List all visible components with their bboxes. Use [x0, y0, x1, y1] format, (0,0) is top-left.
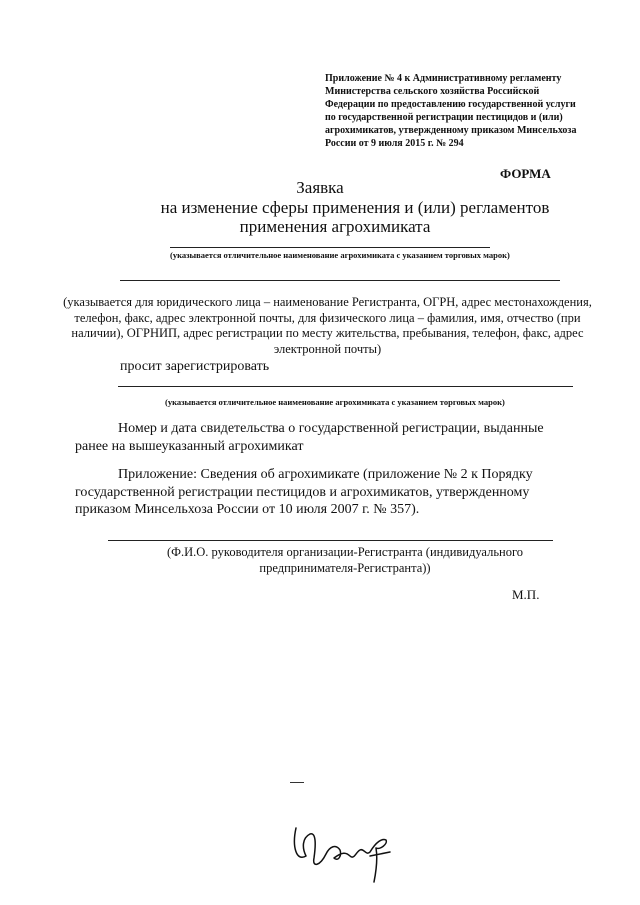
applicant-line — [120, 280, 560, 281]
agrochemical-name-note: (указывается отличительное наименование агрохимиката с указанием торговых марок) — [170, 250, 510, 260]
certificate-text-line1: Номер и дата свидетельства о государственной регистрации, выданные — [118, 421, 544, 436]
stamp-label: М.П. — [512, 587, 540, 602]
agrochemical-name-line — [170, 247, 490, 248]
applicant-note: (указывается для юридического лица – наименование Регистранта, ОГРН, адрес местонахождения, телефон, факс, адрес электронной почты, для физического лица – фамилия, имя, отчество (при наличии), ОГРНИП, адрес регистрации по месту жительства, пребывания, телефон, факс, адрес электронной почты) — [63, 295, 592, 356]
appendix-reference: Приложение № 4 к Административному регламенту Министерства сельского хозяйства Российской Федерации по предоставлению государственной услуги по государственной регистрации пестицидов и (или) агрохимикатов, утвержденному приказом Минсельхоза России от 9 июля 2015 г. № 294 — [325, 73, 577, 149]
document-subtitle-line2: применения агрохимиката — [239, 217, 431, 236]
attachment-text-line1: Приложение: Сведения об агрохимикате (приложение № 2 к Порядку — [118, 467, 533, 482]
form-label: ФОРМА — [500, 166, 551, 181]
document-title: Заявка — [296, 178, 344, 197]
signature-note: (Ф.И.О. руководителя организации-Регистранта (индивидуального предпринимателя-Регистранта)) — [166, 545, 524, 575]
request-text: просит зарегистрировать — [120, 359, 270, 374]
attachment-text-line2: государственной регистрации пестицидов и агрохимикатов, утвержденному — [75, 485, 530, 500]
certificate-text-line2: ранее на вышеуказанный агрохимикат — [75, 439, 304, 454]
document-subtitle-line1: на изменение сферы применения и (или) регламентов — [160, 198, 550, 217]
register-name-note: (указывается отличительное наименование агрохимиката с указанием торговых марок) — [165, 397, 505, 407]
signature-line — [108, 540, 553, 541]
handwritten-signature — [290, 822, 400, 884]
attachment-text-line3: приказом Минсельхоза России от 10 июля 2007 г. № 357). — [75, 502, 420, 517]
page-dash — [290, 782, 304, 783]
register-name-line — [118, 386, 573, 387]
